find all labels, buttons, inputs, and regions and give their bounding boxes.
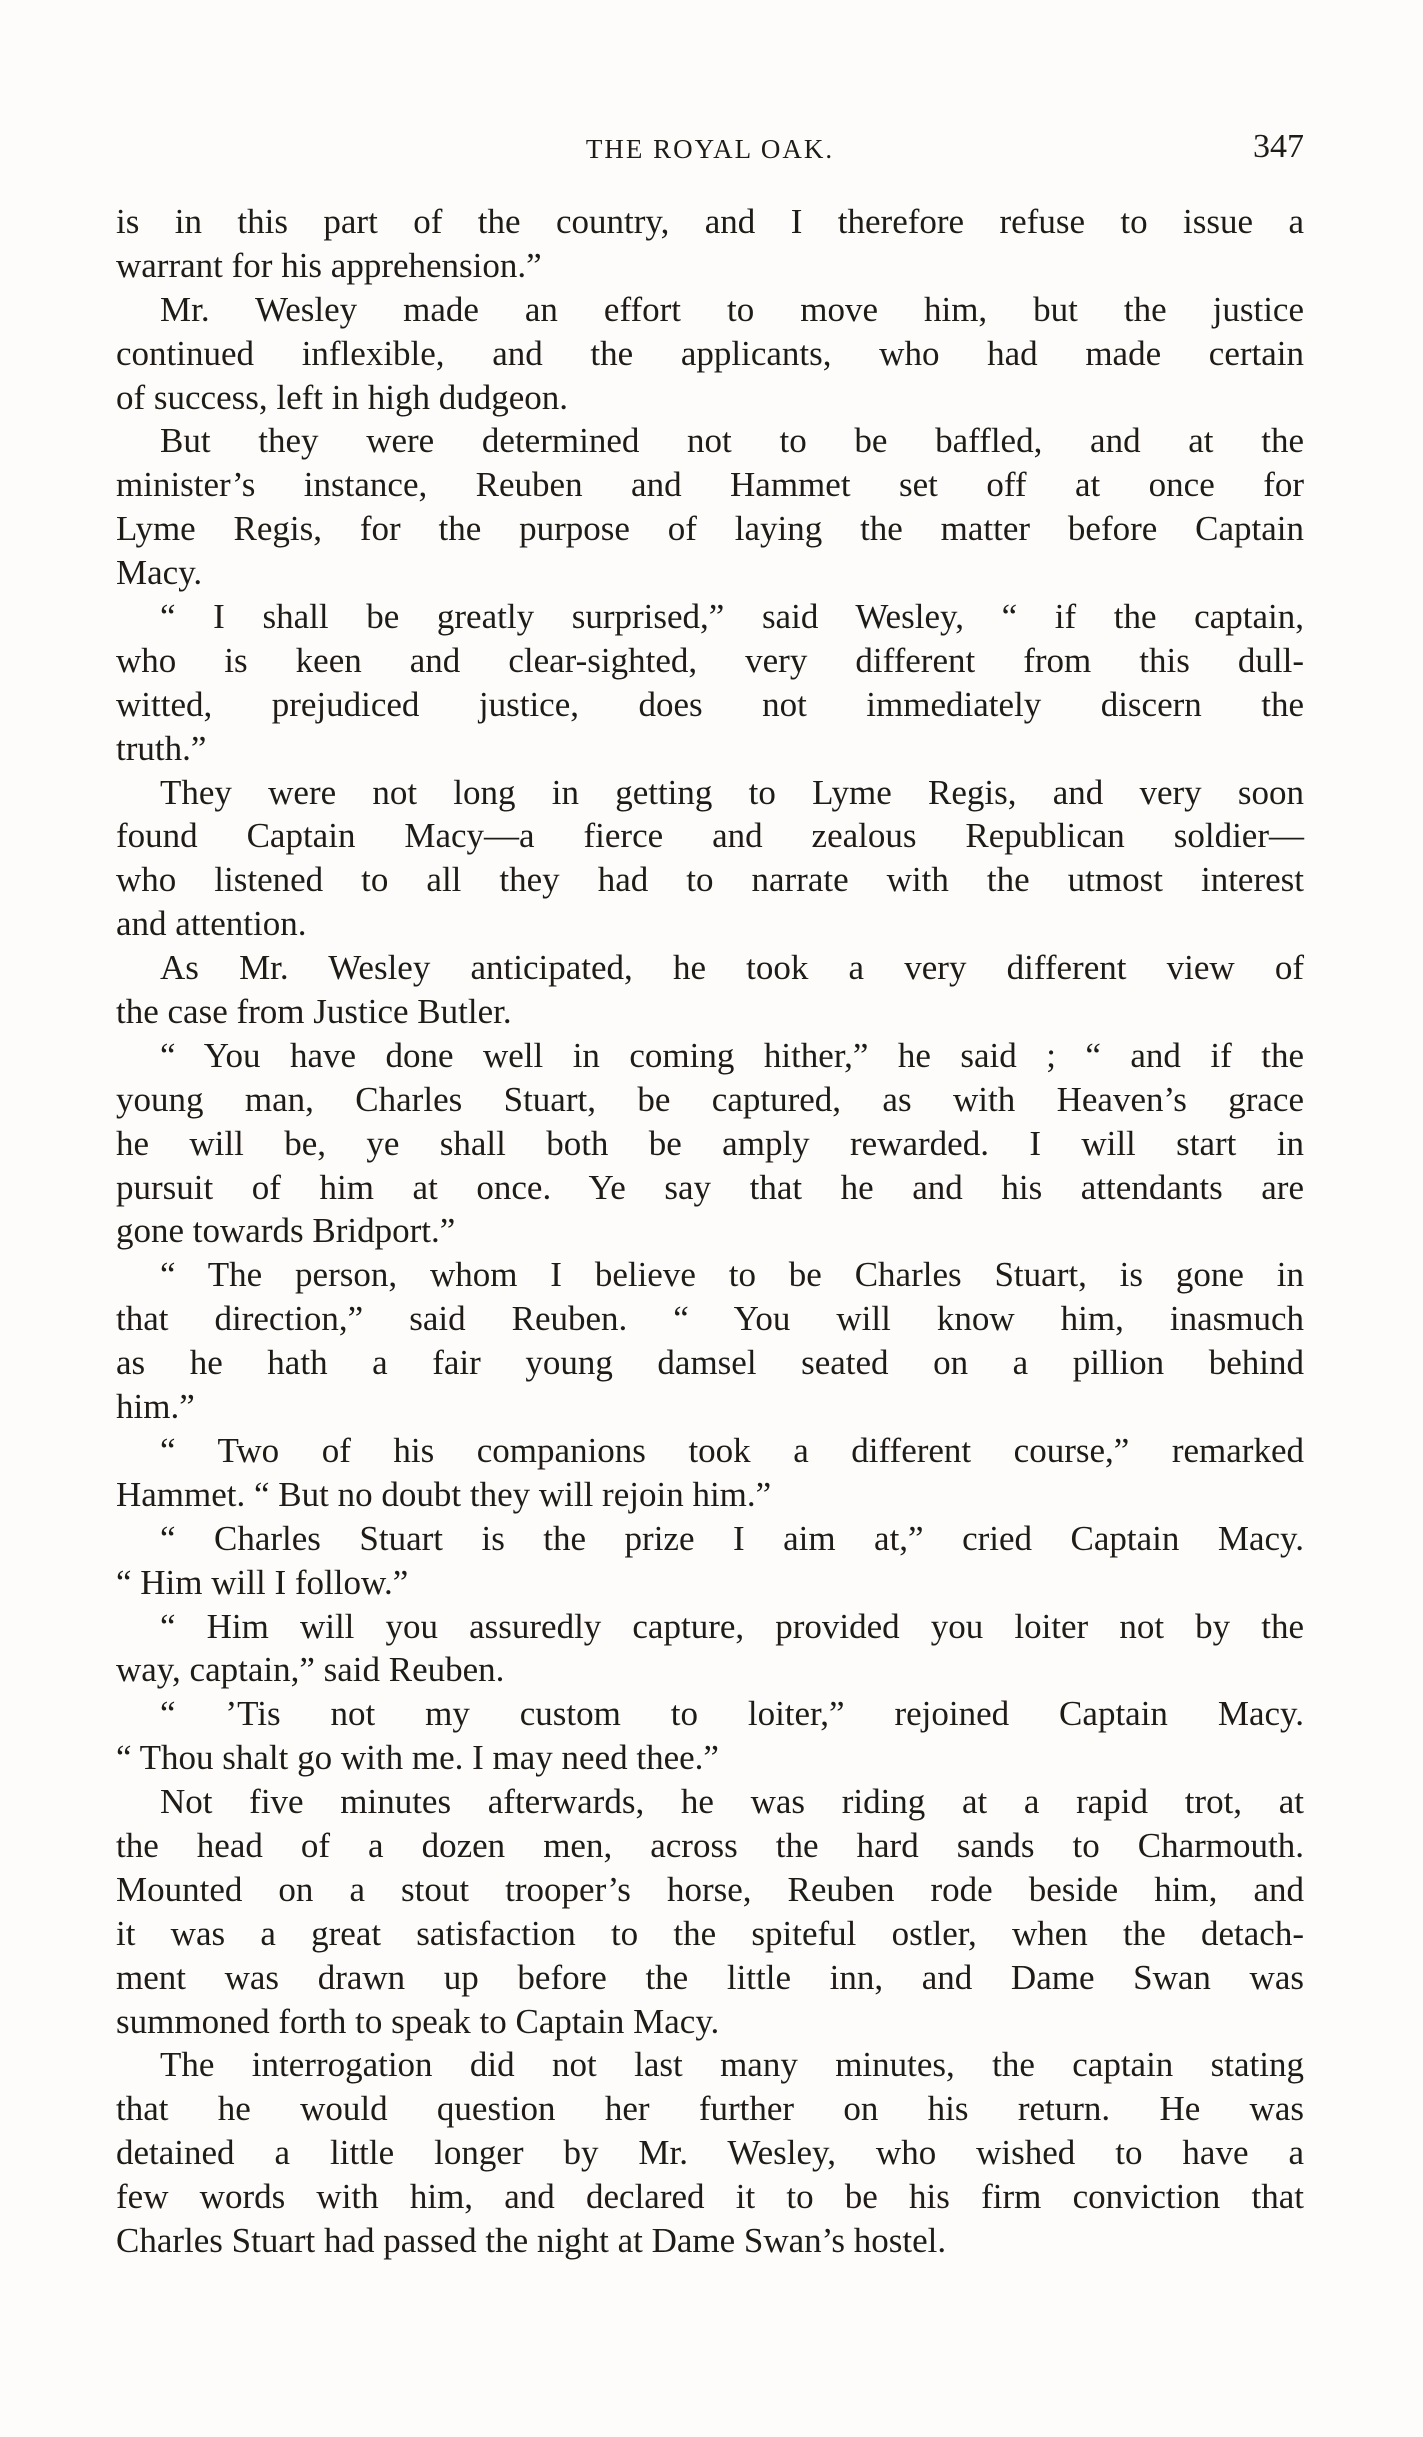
text-line: summoned forth to speak to Captain Macy. <box>116 2001 720 2041</box>
text-line: the case from Justice Butler. <box>116 992 512 1032</box>
text-line: ment was drawn up before the little inn, and Dame Swan was <box>116 1957 1304 1997</box>
text-line: minister’s instance, Reuben and Hammet set off at once for <box>116 465 1304 505</box>
paragraph-start-line: Mr. Wesley made an effort to move him, but the justice <box>160 289 1304 329</box>
paragraph-start-line: “ You have done well in coming hither,” he said ; “ and if the <box>160 1035 1304 1075</box>
paragraph-start-line: But they were determined not to be baffled, and at the <box>160 421 1304 461</box>
body-text <box>116 200 1304 2263</box>
text-line: as he hath a fair young damsel seated on a pillion behind <box>116 1343 1304 1383</box>
paragraph-start-line: “ I shall be greatly surprised,” said Wesley, “ if the captain, <box>160 597 1304 637</box>
paragraph-start-line: “ Two of his companions took a different course,” remarked <box>160 1430 1304 1470</box>
text-line: warrant for his apprehension.” <box>116 245 542 285</box>
text-line: that direction,” said Reuben. “ You will know him, inasmuch <box>116 1299 1304 1339</box>
text-line: way, captain,” said Reuben. <box>116 1650 505 1690</box>
text-line: he will be, ye shall both be amply rewarded. I will start in <box>116 1123 1304 1163</box>
paragraph-start-line: “ Charles Stuart is the prize I aim at,” cried Captain Macy. <box>160 1518 1304 1558</box>
text-line: continued inflexible, and the applicants, who had made certain <box>116 333 1304 373</box>
paragraph-start-line: They were not long in getting to Lyme Regis, and very soon <box>160 772 1304 812</box>
text-line: found Captain Macy—a fierce and zealous Republican soldier— <box>116 816 1304 856</box>
text-line: Mounted on a stout trooper’s horse, Reuben rode beside him, and <box>116 1869 1304 1909</box>
text-line: it was a great satisfaction to the spiteful ostler, when the detach- <box>116 1913 1304 1953</box>
text-line: that he would question her further on his return. He was <box>116 2089 1304 2129</box>
paragraph-start-line: “ Him will you assuredly capture, provided you loiter not by the <box>160 1606 1304 1646</box>
paragraph-start-line: As Mr. Wesley anticipated, he took a very different view of <box>160 948 1304 988</box>
text-line: gone towards Bridport.” <box>116 1211 456 1251</box>
text-line: and attention. <box>116 904 307 944</box>
text-line: few words with him, and declared it to be his firm conviction that <box>116 2177 1304 2217</box>
text-line: witted, prejudiced justice, does not immediately discern the <box>116 684 1304 724</box>
text-line: young man, Charles Stuart, be captured, as with Heaven’s grace <box>116 1079 1304 1119</box>
paragraph-start-line: Not five minutes afterwards, he was riding at a rapid trot, at <box>160 1782 1304 1822</box>
text-line: who listened to all they had to narrate with the utmost interest <box>116 860 1304 900</box>
running-head <box>116 128 1304 178</box>
text-line: detained a little longer by Mr. Wesley, who wished to have a <box>116 2133 1304 2173</box>
text-line: “ Him will I follow.” <box>116 1562 409 1602</box>
paragraph-start-line: “ The person, whom I believe to be Charles Stuart, is gone in <box>160 1255 1304 1295</box>
text-line: the head of a dozen men, across the hard sands to Charmouth. <box>116 1825 1304 1865</box>
running-title: THE ROYAL OAK. <box>585 134 835 164</box>
paragraph-start-line: The interrogation did not last many minutes, the captain stating <box>160 2045 1304 2085</box>
text-line: of success, left in high dudgeon. <box>116 377 568 417</box>
text-line: Macy. <box>116 553 203 593</box>
text-line: him.” <box>116 1387 195 1427</box>
text-line: “ Thou shalt go with me. I may need thee.” <box>116 1738 719 1778</box>
text-line: pursuit of him at once. Ye say that he and his attendants are <box>116 1167 1304 1207</box>
text-line: Lyme Regis, for the purpose of laying the matter before Captain <box>116 509 1304 549</box>
text-line: who is keen and clear-sighted, very different from this dull- <box>116 640 1304 680</box>
text-line: Charles Stuart had passed the night at Dame Swan’s hostel. <box>116 2220 947 2260</box>
paragraph-start-line: “ ’Tis not my custom to loiter,” rejoined Captain Macy. <box>160 1694 1304 1734</box>
text-line: Hammet. “ But no doubt they will rejoin him.” <box>116 1474 772 1514</box>
text-line: truth.” <box>116 728 207 768</box>
page-number: 347 <box>1253 128 1304 165</box>
text-line: is in this part of the country, and I therefore refuse to issue a <box>116 202 1304 241</box>
